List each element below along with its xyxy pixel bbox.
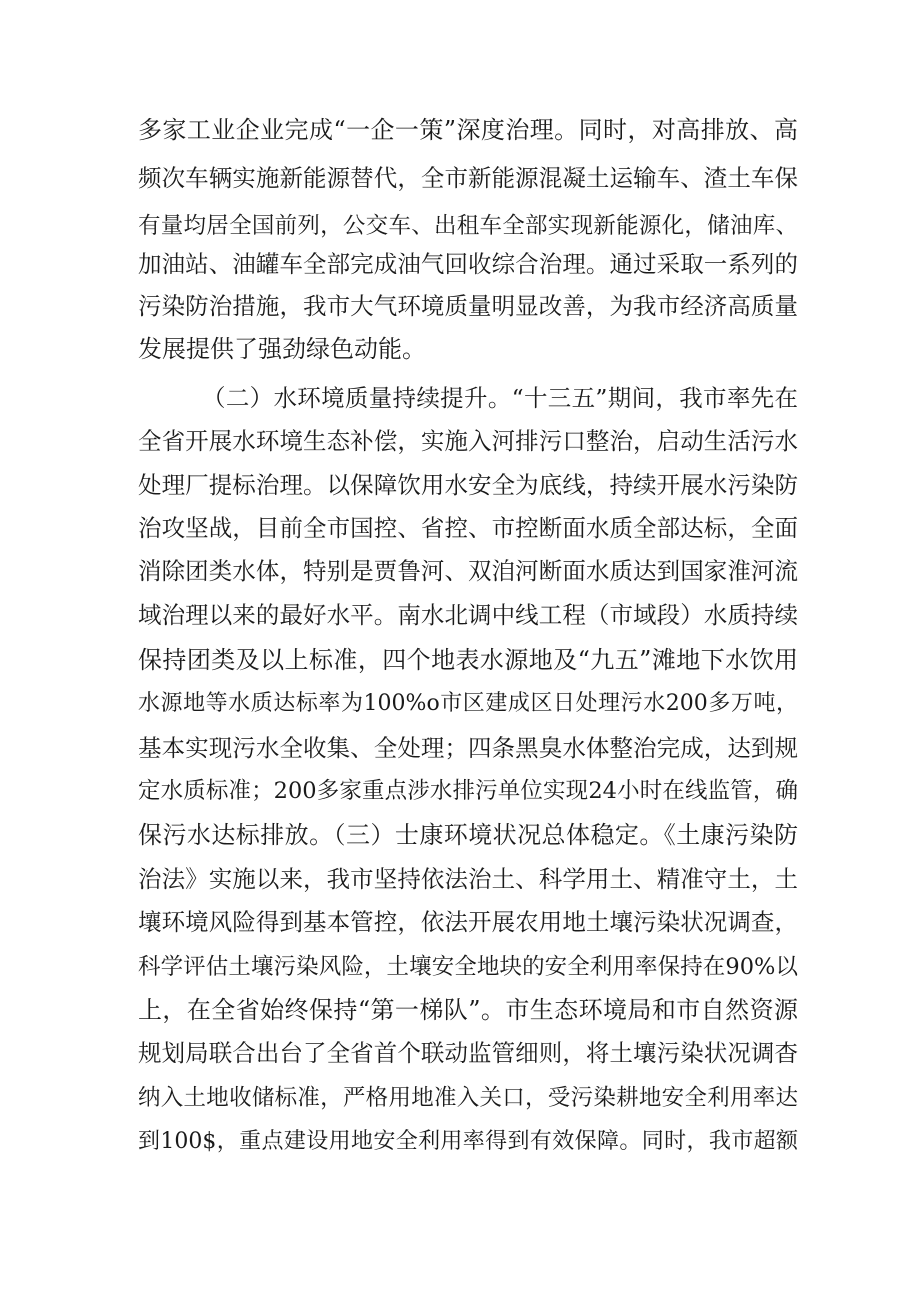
text-line: 污染防治措施，我市大气环境质量明显改善，为我市经济高质量 bbox=[138, 292, 798, 320]
text-line: 多家工业企业完成“一企一策”深度治理。同时，对高排放、高 bbox=[138, 116, 798, 144]
text-line: 加油站、油罐车全部完成油气回收综合治理。通过采取一系列的 bbox=[138, 250, 798, 278]
text-line: 规划局联合出台了全省首个联动监管细则，将土壤污染状况调杳 bbox=[138, 1039, 798, 1067]
text-line: 到100$，重点建设用地安全利用率得到有效保障。同时，我市超额 bbox=[138, 1129, 798, 1154]
text-line: 水源地等水质达标率为100%o市区建成区日处理污水200多万吨， bbox=[138, 691, 798, 716]
text-line: 科学评估土壤污染风险，土壤安全地块的安全利用率保持在90%以 bbox=[138, 954, 798, 980]
text-line: 全省开展水环境生态补偿，实施入河排污口整治，启动生活污水 bbox=[138, 427, 798, 455]
text-line: 壤环境风险得到基本管控，依法开展农用地土壤污染状况调查， bbox=[138, 908, 798, 936]
paragraph-start-line: （二）水环境质量持续提升。“十三五”期间，我市率先在 bbox=[202, 384, 798, 412]
text-line: 保污水达标排放。（三）士康环境状况总体稳定。《土康污染防 bbox=[138, 821, 798, 849]
text-line: 发展提供了强劲绿色动能。 bbox=[138, 335, 426, 363]
text-line: 定水质标准；200多家重点涉水排污单位实现24小时在线监管，确 bbox=[138, 778, 798, 804]
text-line: 处理厂提标治理。以保障饮用水安全为底线，持续开展水污染防 bbox=[138, 471, 798, 499]
text-line: 治攻坚战，目前全市国控、省控、市控断面水质全部达标，全面 bbox=[138, 514, 798, 542]
text-line: 基本实现污水全收集、全处理；四条黑臭水体整治完成，达到规 bbox=[138, 734, 798, 762]
text-line: 治法》实施以来，我市坚持依法治土、科学用土、精准守土，土 bbox=[138, 865, 798, 893]
text-line: 有量均居全国前列，公交车、出租车全部实现新能源化，储油库、 bbox=[138, 213, 798, 239]
text-line: 域治理以来的最好水平。南水北调中线工程（市域段）水质持续 bbox=[138, 601, 798, 629]
text-line: 保持团类及以上标准，四个地表水源地及“九五”滩地下水饮用 bbox=[138, 646, 798, 674]
text-line: 上，在全省始终保持“第一梯队”。市生态环境局和市自然资源 bbox=[138, 996, 798, 1024]
text-line: 纳入土地收储标准，严格用地准入关口，受污染耕地安全利用率达 bbox=[138, 1085, 798, 1111]
text-line: 消除团类水体，特别是贾鲁河、双洎河断面水质达到国家淮河流 bbox=[138, 557, 798, 585]
text-line: 频次车辆实施新能源替代，全市新能源混凝土运输车、渣土车保 bbox=[138, 164, 798, 192]
